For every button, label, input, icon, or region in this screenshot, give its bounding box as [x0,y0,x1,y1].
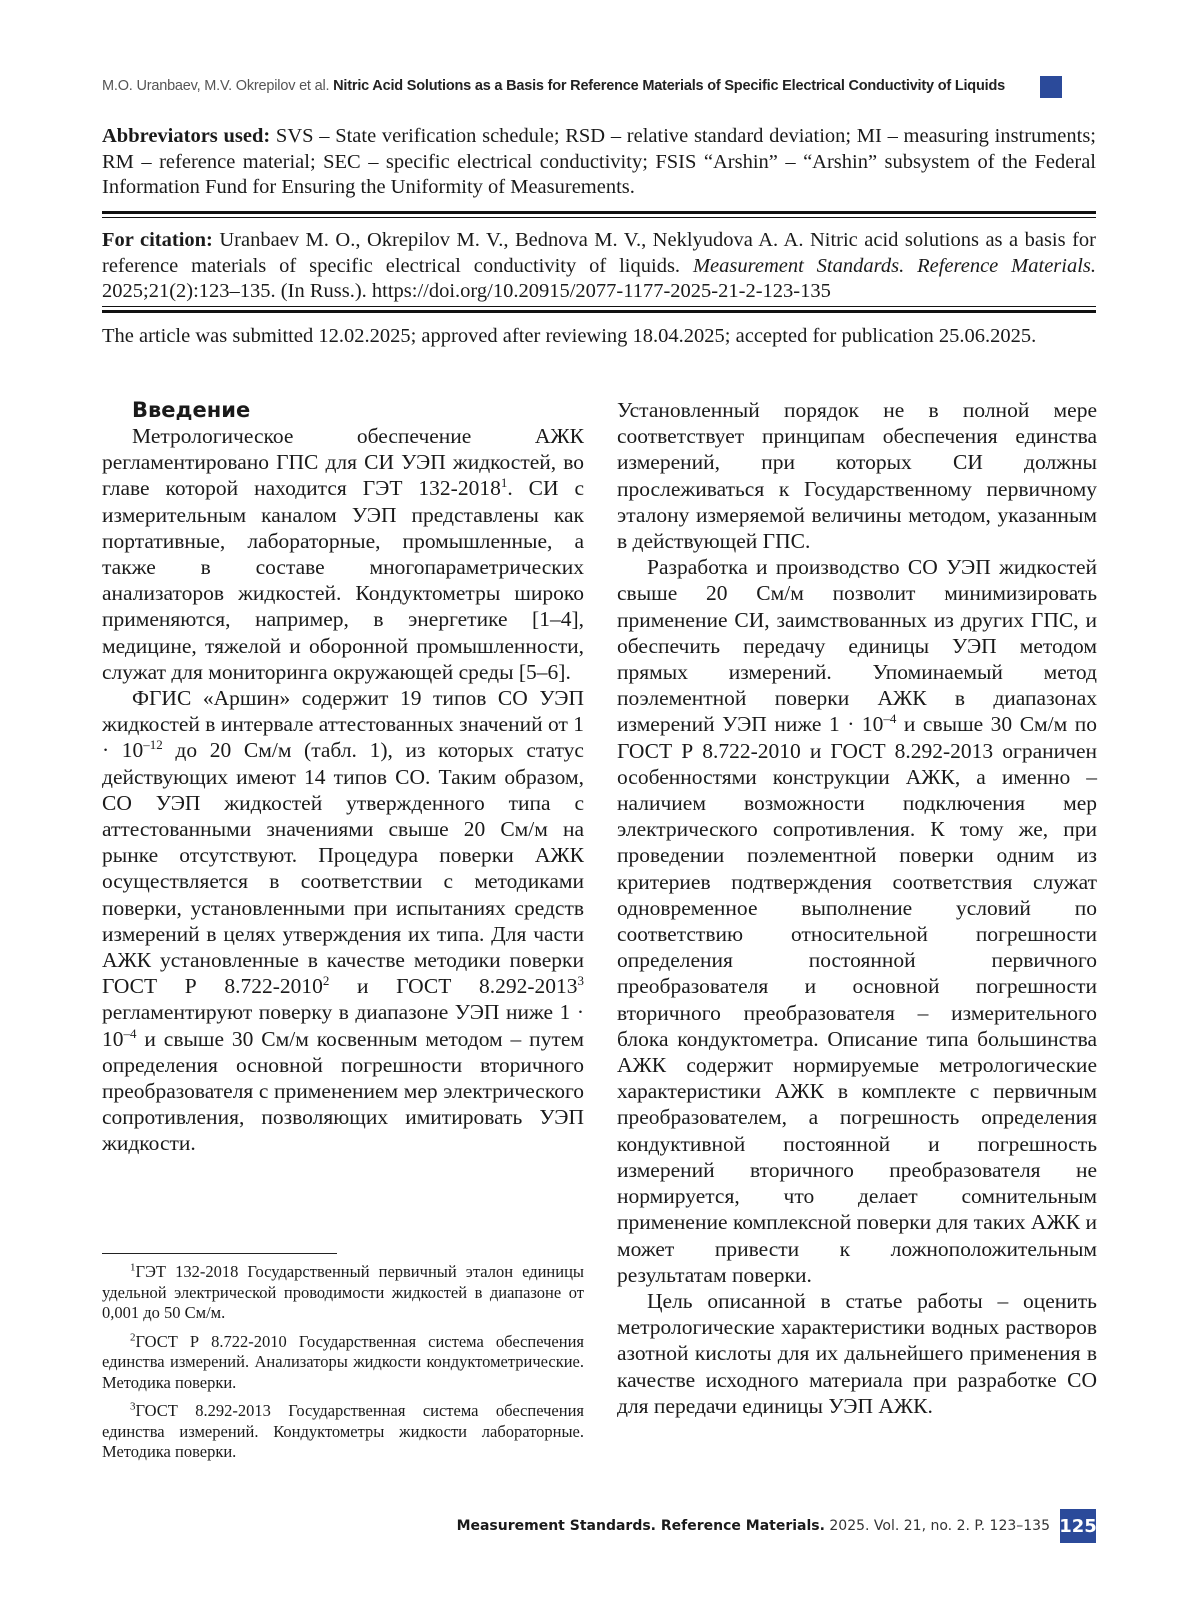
right-p2-text-a: Разработка и производство СО УЭП жидкостей свыше 20 См/м позволит минимизировать применение СИ, заимствованных из других ГПС, и обеспечить передачу единицы УЭП методом прямых измерений. Упоминаемый метод поэлементной поверки АЖК в диапазонах измерений УЭП ниже 1 · 10 [617,555,1097,737]
footnote-text: ГЭТ 132-2018 Государственный первичный эталон единицы удельной электрической проводимости жидкостей в диапазоне от 0,001 до 50 См/м. [102,1262,584,1322]
footnotes [102,1262,584,1471]
footnote-text: ГОСТ Р 8.722-2010 Государственная система обеспечения единства измерений. Анализаторы жидкости кондуктометрические. Методика поверки. [102,1331,584,1392]
section-title: Введение [132,398,251,422]
page-number: 125 [1060,1509,1096,1543]
left-p1-text-b: . СИ с измерительным каналом УЭП представлены как портативные, лабораторные, промышленные, а также в составе многопараметрических анализаторов жидкостей. Кондуктометры широко применяются, например, в энергетике [1–4], медицине, тяжелой и оборонной промышленности, служат для мониторинга окружающей среды [5–6]. [102,476,584,684]
right-p2-text-b: и свыше 30 См/м по ГОСТ Р 8.722-2010 и ГОСТ 8.292-2013 ограничен особенностями конструкции АЖК, а именно – наличием возможности подключения мер электрического сопротивления. К тому же, при проведении поэлементной поверки одним из критериев подтверждения соответствия служат одновременное выполнение условий по соответствию относительной погрешности определения постоянной первичного преобразователя и основной погрешности вторичного преобразователя – измерительного блока кондуктометра. Описание типа большинства АЖК содержит нормируемые метрологические характеристики АЖК в комплекте с первичным преобразователем, а погрешность определения кондуктивной постоянной и погрешность измерений вторичного преобразователя не нормируется, что делает сомнительным применение комплексной поверки для таких АЖК и может привести к ложноположительным результатам поверки. [617,712,1097,1287]
exponent: –4 [883,711,897,727]
citation-block [102,228,1096,305]
footnote-number: 1 [130,1261,136,1274]
left-p2-text-b: до 20 См/м (табл. 1), из которых статус действующих имеют 14 типов СО. Таким образом, СО УЭП жидкостей утвержденного типа с аттестованными значениями свыше 20 См/м на рынке отсутствуют. Процедура поверки АЖК осуществляется в соответствии с методиками поверки, установленными при испытаниях средств измерений в целях утверждения их типа. Для части АЖК установленные в качестве методики поверки ГОСТ Р 8.722-2010 [102,738,584,999]
footnote-text: ГОСТ 8.292-2013 Государственная система обеспечения единства измерений. Кондуктометры жидкости лабораторные. Методика поверки. [102,1401,584,1461]
page-footer [457,1511,1096,1541]
left-paragraph-1 [102,423,584,685]
running-header [102,76,1062,102]
footer-text [457,1518,1050,1534]
footnote-number: 3 [130,1400,136,1413]
divider-thick-top [102,211,1096,214]
left-p2-text-e: и свыше 30 См/м косвенным методом – путем определения основной погрешности вторичного преобразователя с применением мер электрического сопротивления, позволяющих имитировать УЭП жидкости. [102,1026,584,1156]
left-p2-text-a: ФГИС «Аршин» содержит 19 типов СО УЭП жидкостей в интервале аттестованных значений от 1 · 10 [102,686,584,763]
abbreviations-text: SVS – State verification schedule; RSD – relative standard deviation; MI – measuring instruments; RM – reference material; SEC – specific electrical conductivity; FSIS “Arshin” – “Arshin” subsystem of the Federal Information Fund for Ensuring the Uniformity of Measurements. [102,125,1096,198]
right-column [617,397,1097,1419]
header-article-title: Nitric Acid Solutions as a Basis for Reference Materials of Specific Electrical Conductivity of Liquids [333,78,1005,94]
abbreviations-block [102,124,1096,201]
left-paragraph-2 [102,685,584,1157]
divider-thin-bottom [102,306,1096,307]
exponent: –12 [143,737,163,753]
left-p1-text-a: Метрологическое обеспечение АЖК регламентировано ГПС для СИ УЭП жидкостей, во главе которой находится ГЭТ 132-2018 [102,424,584,501]
divider-thick-bottom [102,310,1096,313]
left-column [102,397,584,1157]
left-p2-text-c: и ГОСТ 8.292-2013 [329,974,578,999]
footnote-1 [102,1262,584,1324]
right-paragraph-1: Установленный порядок не в полной мере соответствует принципам обеспечения единства измерений, при которых СИ должны прослеживаться к Государственному первичному эталону измеряемой величины методом, указанным в действующей ГПС. [617,398,1097,554]
citation-label: For citation: [102,229,213,251]
right-paragraph-2 [617,554,1097,1288]
article-dates: The article was submitted 12.02.2025; approved after reviewing 18.04.2025; accepted for publication 25.06.2025. [102,325,1037,347]
exponent: –4 [123,1025,137,1041]
divider-thin-top [102,217,1096,218]
citation-journal: Measurement Standards. Reference Materials. [692,254,1097,277]
header-accent-square [1040,76,1062,98]
footnote-ref-1[interactable]: 1 [500,475,508,491]
footnote-ref-2[interactable]: 2 [322,973,330,989]
footnote-number: 2 [130,1331,136,1343]
left-p2-text-d: регламентируют поверку в диапазоне УЭП ниже 1 · 10 [102,1000,584,1051]
footer-journal: Measurement Standards. Reference Materials. [456,1518,825,1534]
footnote-ref-3[interactable]: 3 [577,973,584,989]
running-header-text [102,78,1005,94]
footnote-separator [102,1253,337,1254]
footnote-3 [102,1401,584,1463]
citation-authors: Uranbaev M. O., Okrepilov M. V., Bednova M. V., Neklyudova A. A. Nitric acid solutions as a basis for reference materials of specific electrical conductivity of liquids. [102,229,1097,277]
header-authors: M.O. Uranbaev, M.V. Okrepilov et al. [102,78,330,94]
footnote-2 [102,1332,584,1394]
citation-details: 2025;21(2):123–135. (In Russ.). https://doi.org/10.20915/2077-1177-2025-21-2-123-135 [102,280,831,302]
footer-details: 2025. Vol. 21, no. 2. P. 123–135 [829,1518,1050,1534]
right-paragraph-3: Цель описанной в статье работы – оценить метрологические характеристики водных растворов азотной кислоты для их дальнейшего применения в качестве исходного материала при разработке СО для передачи единицы УЭП АЖК. [617,1288,1097,1418]
abbreviations-label: Abbreviators used: [102,125,271,147]
